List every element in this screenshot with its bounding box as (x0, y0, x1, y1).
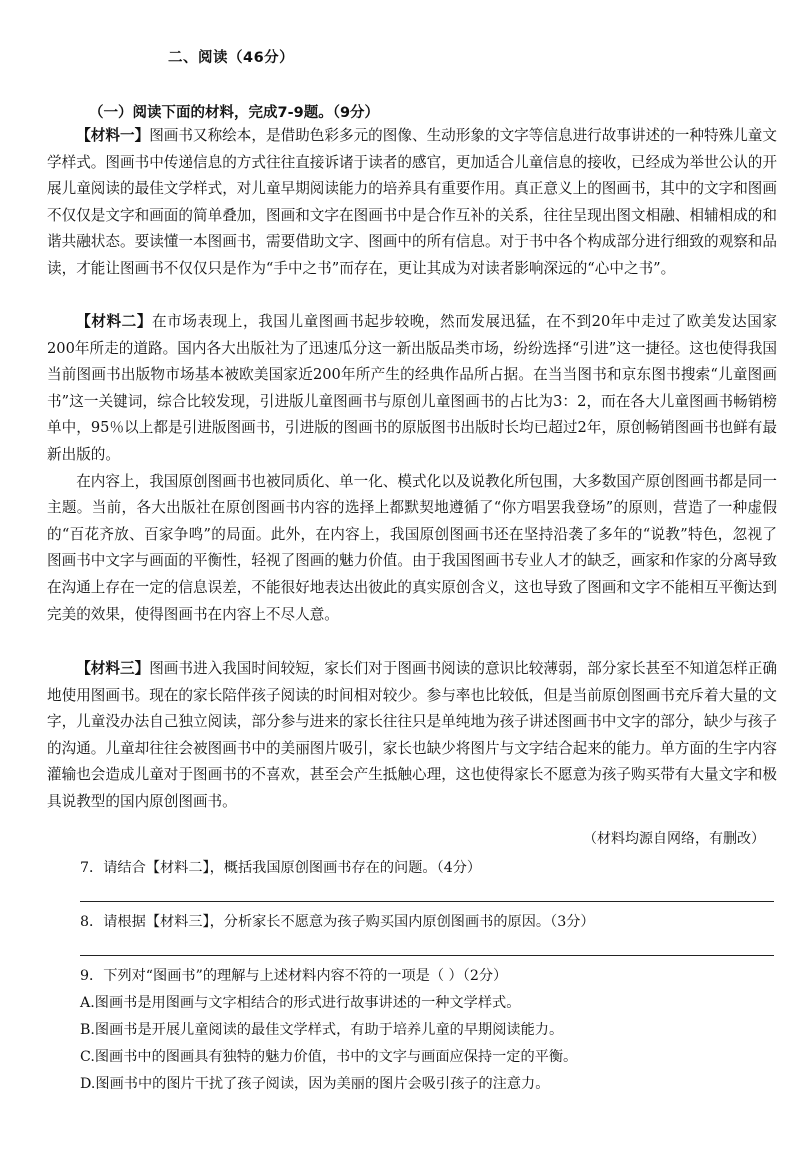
question-8: 8．请根据【材料三】，分析家长不愿意为孩子购买国内原创图画书的原因。（3分） (80, 914, 595, 930)
material-two-text-2: 在内容上，我国原创图画书也被同质化、单一化、模式化以及说教化所包围，大多数国产原创图画书都是同一主题。当前，各大出版社在原创图画书内容的选择上都默契地遵循了“你方唱罢我登场”的原则，营造了一种虚假的“百花齐放、百家争鸣”的局面。此外，在内容上，我国原创图画书还在坚持沿袭了多年的“说教”特色，忽视了图画书中文字与画面的平衡性，轻视了图画的魅力价值。由于我国图画书专业人才的缺乏，画家和作家的分离导致在沟通上存在一定的信息误差，不能很好地表达出彼此的真实原创含义，这也导致了图画和文字不能相互平衡达到完美的效果，使得图画书在内容上不尽人意。 (47, 472, 777, 623)
option-c[interactable]: C.图画书中的图画具有独特的魅力价值，书中的文字与画面应保持一定的平衡。 (80, 1049, 578, 1065)
material-two-paragraph-2 (47, 469, 777, 629)
section-title: 二、阅读（46分） (168, 50, 295, 66)
material-one-text: 图画书又称绘本，是借助色彩多元的图像、生动形象的文字等信息进行故事讲述的一种特殊儿童文学样式。图画书中传递信息的方式往往直接诉诸于读者的感官，更加适合儿童信息的接收，已经成为举世公认的开展儿童阅读的最佳文学样式，对儿童早期阅读能力的培养具有重要作用。真正意义上的图画书，其中的文字和图画不仅仅是文字和画面的简单叠加，图画和文字在图画书中是合作互补的关系，往往呈现出图文相融、相辅相成的和谐共融状态。要读懂一本图画书，需要借助文字、图画中的所有信息。对于书中各个构成部分进行细致的观察和品读，才能让图画书不仅仅只是作为“手中之书”而存在，更让其成为对读者影响深远的“心中之书”。 (47, 127, 777, 277)
material-two-text-1: 在市场表现上，我国儿童图画书起步较晚，然而发展迅猛，在不到20年中走过了欧美发达国家200年所走的道路。国内各大出版社为了迅速瓜分这一新出版品类市场，纷纷选择“引进”这一捷径。这也使得我国当前图画书出版物市场基本被欧美国家近200年所产生的经典作品所占据。在当当图书和京东图书搜索“儿童图画书”这一关键词，综合比较发现，引进版儿童图画书与原创儿童图画书的占比为3：2，而在各大儿童图画书畅销榜单中，95％以上都是引进版图画书，引进版的图画书的原版图书出版时长均已超过2年，原创畅销图画书也鲜有最新出版的。 (47, 313, 777, 463)
question-9: 9．下列对“图画书”的理解与上述材料内容不符的一项是（ ）（2分） (80, 968, 508, 984)
material-two (47, 309, 777, 628)
answer-line-8[interactable] (80, 955, 774, 956)
option-a[interactable]: A.图画书是用图画与文字相结合的形式进行故事讲述的一种文学样式。 (80, 995, 521, 1011)
material-one-tag: 【材料一】 (76, 127, 150, 144)
source-note: （材料均源自网络，有删改） (583, 831, 765, 847)
material-two-paragraph-1 (47, 309, 777, 469)
material-three-tag: 【材料三】 (76, 660, 150, 677)
material-one-paragraph (47, 123, 777, 283)
material-two-tag: 【材料二】 (76, 313, 152, 330)
question-7: 7．请结合【材料二】，概括我国原创图画书存在的问题。（4分） (80, 860, 482, 876)
answer-line-7[interactable] (80, 901, 774, 902)
part-title: （一）阅读下面的材料，完成7-9题。（9分） (89, 105, 380, 121)
option-b[interactable]: B.图画书是开展儿童阅读的最佳文学样式，有助于培养儿童的早期阅读能力。 (80, 1022, 564, 1038)
option-d[interactable]: D.图画书中的图片干扰了孩子阅读，因为美丽的图片会吸引孩子的注意力。 (80, 1076, 550, 1092)
material-three-paragraph (47, 656, 777, 816)
material-three (47, 656, 777, 816)
material-three-text: 图画书进入我国时间较短，家长们对于图画书阅读的意识比较薄弱，部分家长甚至不知道怎样正确地使用图画书。现在的家长陪伴孩子阅读的时间相对较少。参与率也比较低，但是当前原创图画书充斥着大量的文字，儿童没办法自己独立阅读，部分参与进来的家长往往只是单纯地为孩子讲述图画书中文字的部分，缺少与孩子的沟通。儿童却往往会被图画书中的美丽图片吸引，家长也缺少将图片与文字结合起来的能力。单方面的生字内容灌输也会造成儿童对于图画书的不喜欢，甚至会产生抵触心理，这也使得家长不愿意为孩子购买带有大量文字和极具说教型的国内原创图画书。 (47, 660, 777, 810)
material-one (47, 123, 777, 283)
